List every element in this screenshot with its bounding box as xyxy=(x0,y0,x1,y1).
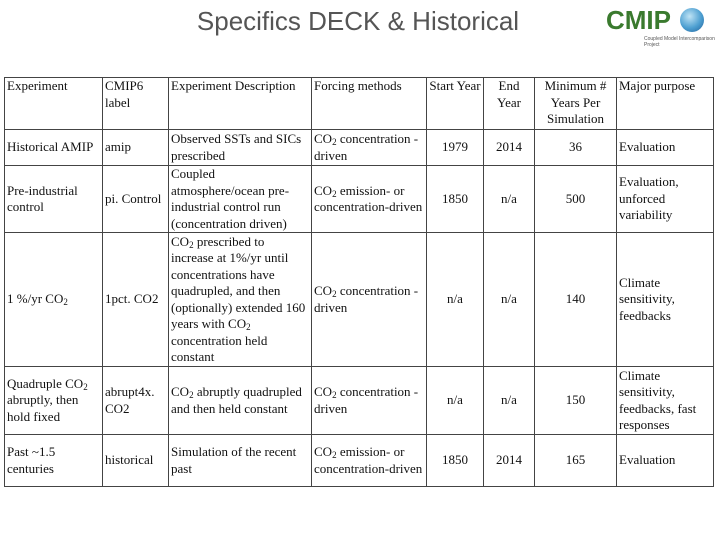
cell-experiment: Historical AMIP xyxy=(5,130,103,166)
cell-start-year: n/a xyxy=(427,367,484,435)
cell-experiment: 1 %/yr $CO_2$ xyxy=(5,233,103,367)
cell-end-year: n/a xyxy=(484,367,535,435)
table-row xyxy=(5,166,714,233)
cell-label: amip xyxy=(103,130,169,166)
header-experiment: Experiment xyxy=(5,78,103,130)
table-row xyxy=(5,130,714,166)
header-cmip6-label: CMIP6 label xyxy=(103,78,169,130)
cell-start-year: 1850 xyxy=(427,435,484,487)
cell-experiment: Past ~1.5 centuries xyxy=(5,435,103,487)
table-row xyxy=(5,435,714,487)
cmip-logo xyxy=(600,2,716,52)
cell-min-years: 150 xyxy=(535,367,617,435)
cell-label: pi. Control xyxy=(103,166,169,233)
globe-icon xyxy=(680,8,704,32)
cell-label: historical xyxy=(103,435,169,487)
cell-min-years: 500 xyxy=(535,166,617,233)
cell-experiment: Pre-industrial control xyxy=(5,166,103,233)
header-min-years: Minimum # Years Per Simulation xyxy=(535,78,617,130)
experiments-table xyxy=(4,77,714,487)
cell-forcing: $CO_2$ concentration -driven xyxy=(312,367,427,435)
cell-purpose: Climate sensitivity, feedbacks, fast responses xyxy=(617,367,714,435)
logo-subtitle: Coupled Model Intercomparison Project xyxy=(644,36,715,48)
cell-purpose: Evaluation xyxy=(617,435,714,487)
cell-min-years: 36 xyxy=(535,130,617,166)
header-end-year: End Year xyxy=(484,78,535,130)
cell-end-year: 2014 xyxy=(484,130,535,166)
header-start-year: Start Year xyxy=(427,78,484,130)
cell-description: Simulation of the recent past xyxy=(169,435,312,487)
header-row xyxy=(5,78,714,130)
cell-start-year: 1979 xyxy=(427,130,484,166)
table-row xyxy=(5,367,714,435)
header-forcing: Forcing methods xyxy=(312,78,427,130)
cell-purpose: Evaluation, unforced variability xyxy=(617,166,714,233)
cell-start-year: n/a xyxy=(427,233,484,367)
cell-end-year: n/a xyxy=(484,233,535,367)
cell-min-years: 165 xyxy=(535,435,617,487)
cell-end-year: n/a xyxy=(484,166,535,233)
cell-description: Coupled atmosphere/ocean pre-industrial control run (concentration driven) xyxy=(169,166,312,233)
cell-description: Observed SSTs and SICs prescribed xyxy=(169,130,312,166)
slide-title: Specifics DECK & Historical xyxy=(196,6,520,36)
cell-purpose: Evaluation xyxy=(617,130,714,166)
cell-purpose: Climate sensitivity, feedbacks xyxy=(617,233,714,367)
cell-forcing: $CO_2$ emission- or concentration-driven xyxy=(312,166,427,233)
cell-forcing: $CO_2$ emission- or concentration-driven xyxy=(312,435,427,487)
cell-label: 1pct. CO2 xyxy=(103,233,169,367)
header-description: Experiment Description xyxy=(169,78,312,130)
cell-start-year: 1850 xyxy=(427,166,484,233)
header-purpose: Major purpose xyxy=(617,78,714,130)
cell-description: $CO_2$ prescribed to increase at 1%/yr until concentrations have quadrupled, and then (optionally) extended 160 years with $CO_2$ concentration held constant xyxy=(169,233,312,367)
cell-experiment: Quadruple $CO_2$ abruptly, then hold fixed xyxy=(5,367,103,435)
cell-min-years: 140 xyxy=(535,233,617,367)
cell-description: $CO_2$ abruptly quadrupled and then held constant xyxy=(169,367,312,435)
logo-text: CMIP xyxy=(606,5,671,35)
cell-forcing: $CO_2$ concentration -driven xyxy=(312,233,427,367)
cell-label: abrupt4x. CO2 xyxy=(103,367,169,435)
cell-forcing: $CO_2$ concentration -driven xyxy=(312,130,427,166)
table-row xyxy=(5,233,714,367)
cell-end-year: 2014 xyxy=(484,435,535,487)
